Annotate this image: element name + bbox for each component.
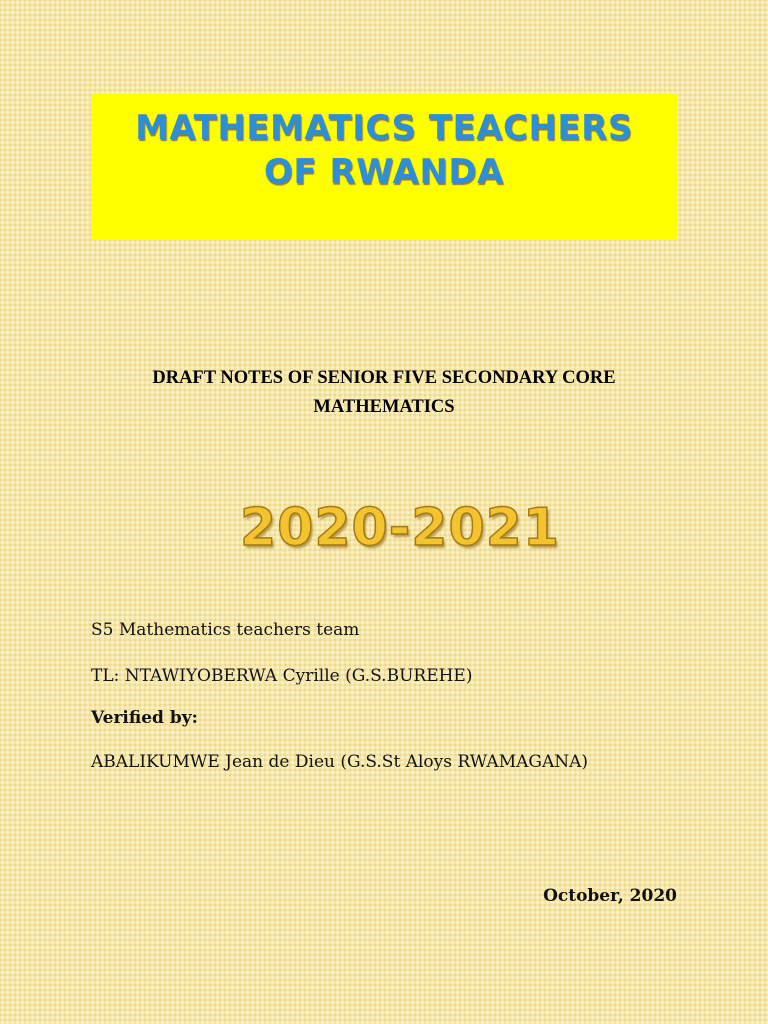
verifier-name: ABALIKUMWE Jean de Dieu (G.S.St Aloys RWAMAGANA) xyxy=(91,752,589,772)
title-banner xyxy=(91,94,677,240)
verified-by-label: Verified by: xyxy=(91,708,198,728)
subtitle-line-1: DRAFT NOTES OF SENIOR FIVE SECONDARY CORE xyxy=(152,368,616,388)
title-line-2: OF RWANDA xyxy=(264,152,504,192)
team-name: S5 Mathematics teachers team xyxy=(91,620,360,640)
document-date: October, 2020 xyxy=(543,886,677,906)
subtitle-line-2: MATHEMATICS xyxy=(313,397,455,417)
team-leader: TL: NTAWIYOBERWA Cyrille (G.S.BUREHE) xyxy=(91,666,473,686)
document-subtitle xyxy=(60,364,708,422)
title-line-1: MATHEMATICS TEACHERS xyxy=(135,108,633,148)
academic-year: 2020-2021 xyxy=(239,498,561,558)
